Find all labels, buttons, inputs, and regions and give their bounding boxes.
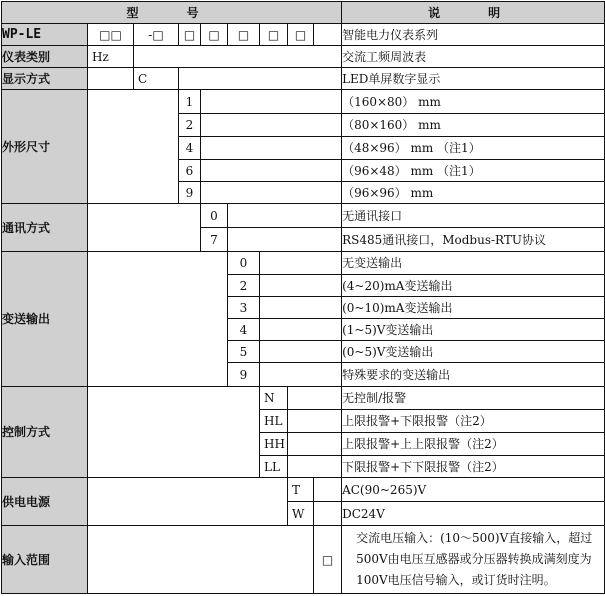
output-description: 特殊要求的变送输出: [342, 363, 605, 387]
control-description: 下限报警+下下限报警（注2）: [342, 456, 605, 478]
output-code: 4: [228, 319, 260, 341]
power-code: T: [288, 478, 314, 502]
power-row: [2, 478, 605, 502]
size-code: 4: [179, 137, 201, 160]
size-description: （80×160） mm: [342, 114, 605, 137]
model-description: 智能电力仪表系列: [342, 24, 605, 46]
power-code: W: [288, 502, 314, 526]
model-code-6: □: [260, 24, 288, 46]
input-range-row: [2, 526, 605, 594]
model-header: 型 号: [2, 2, 342, 24]
input-range-label: 输入范围: [2, 526, 88, 594]
output-code: 5: [228, 341, 260, 363]
output-code: 2: [228, 275, 260, 297]
comm-description: 无通讯接口: [342, 204, 605, 228]
control-code: LL: [260, 456, 288, 478]
size-description: （96×96） mm: [342, 182, 605, 204]
meter-type-row: [2, 46, 605, 68]
model-selection-table: [1, 1, 605, 594]
power-label: 供电电源: [2, 478, 88, 526]
model-code-8: [314, 24, 342, 46]
output-code: 9: [228, 363, 260, 387]
size-description: （96×48） mm （注1）: [342, 160, 605, 182]
control-row: [2, 387, 605, 410]
output-description: (0~5)V变送输出: [342, 341, 605, 363]
output-label: 变送输出: [2, 252, 88, 387]
size-code: 6: [179, 160, 201, 182]
meter-type-code: Hz: [88, 46, 134, 68]
control-code: HL: [260, 410, 288, 433]
comm-label: 通讯方式: [2, 204, 88, 252]
comm-code: 7: [201, 228, 228, 252]
description-header: 说 明: [342, 2, 605, 24]
output-description: (1~5)V变送输出: [342, 319, 605, 341]
size-row: [2, 90, 605, 114]
display-code: C: [134, 68, 179, 90]
model-code-1: □□: [88, 24, 134, 46]
control-description: 无控制/报警: [342, 387, 605, 410]
meter-type-description: 交流工频周波表: [342, 46, 605, 68]
output-row: [2, 252, 605, 275]
control-code: N: [260, 387, 288, 410]
size-code: 2: [179, 114, 201, 137]
model-code-4: □: [201, 24, 228, 46]
meter-type-label: 仪表类别: [2, 46, 88, 68]
output-code: 3: [228, 297, 260, 319]
model-row: [2, 24, 605, 46]
size-description: （48×96） mm （注1）: [342, 137, 605, 160]
model-code-3: □: [179, 24, 201, 46]
control-label: 控制方式: [2, 387, 88, 478]
model-code-7: □: [288, 24, 314, 46]
output-description: (4~20)mA变送输出: [342, 275, 605, 297]
display-row: [2, 68, 605, 90]
comm-row: [2, 204, 605, 228]
header-row: [2, 2, 605, 24]
size-label: 外形尺寸: [2, 90, 88, 204]
output-description: (0~10)mA变送输出: [342, 297, 605, 319]
power-description: AC(90~265)V: [342, 478, 605, 502]
model-code-2: -□: [134, 24, 179, 46]
display-label: 显示方式: [2, 68, 88, 90]
comm-code: 0: [201, 204, 228, 228]
control-description: 上限报警+上上限报警（注2）: [342, 433, 605, 456]
size-description: （160×80） mm: [342, 90, 605, 114]
comm-description: RS485通讯接口，Modbus-RTU协议: [342, 228, 605, 252]
power-description: DC24V: [342, 502, 605, 526]
model-code-5: □: [228, 24, 260, 46]
control-code: HH: [260, 433, 288, 456]
input-range-description: 交流电压输入：(10～500)V直接输入，超过500V由电压互感器或分压器转换成满刻度为100V电压信号输入，或订货时注明。: [342, 526, 605, 594]
input-range-code: □: [314, 526, 342, 594]
control-description: 上限报警+下限报警（注2）: [342, 410, 605, 433]
size-code: 9: [179, 182, 201, 204]
size-code: 1: [179, 90, 201, 114]
model-label: WP-LE: [2, 24, 88, 46]
output-code: 0: [228, 252, 260, 275]
output-description: 无变送输出: [342, 252, 605, 275]
display-description: LED单屏数字显示: [342, 68, 605, 90]
